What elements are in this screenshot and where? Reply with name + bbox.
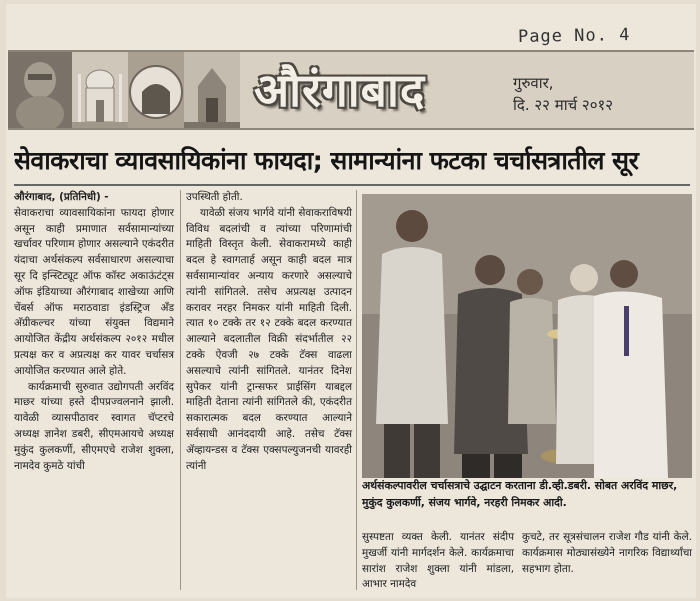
masthead-date <box>513 72 683 116</box>
gate-illustration <box>128 52 184 130</box>
photo-caption: अर्थसंकल्पावरील चर्चासत्राचे उद्घाटन करताना डी.व्ही.डबरी. सोबत अरविंद माछर, मुकुंद कुलकर्णी, संजय भार्गवे, नरहरी निमकर आदी. <box>362 479 678 509</box>
masthead-day: गुरुवार, <box>513 74 554 92</box>
article-bottom-left: सुस्पष्टता व्यक्त केली. यानंतर संदीप मुखर्जी यांनी मार्गदर्शन केले. कार्यक्रमाचा सारांश राजेश शुक्ला यांनी मांडला, आभार नामदेव <box>362 531 514 591</box>
article-column-2 <box>186 190 352 474</box>
article-bottom-right: कुचटे, तर सूत्रसंचालन राजेश गौड यांनी केले. कार्यक्रमास मोठ्यासंख्येने नागरिक विद्यार्थ्यांचा सहभाग होता. <box>522 531 692 575</box>
article-headline: सेवाकराचा व्यावसायिकांना फायदा; सामान्यांना फटका चर्चासत्रातील सूर <box>14 146 639 175</box>
column1-paragraph-1: सेवाकराचा व्यावसायिकांना फायदा होणार असून काही प्रमाणात सर्वसामान्यांच्या खर्चावर परिणाम होणार असल्याने एकंदरीत यंदाचा अर्थसंकल्प सर्वसाधारण असल्याचा सूर दि इन्स्टिट्यूट ऑफ कॉस्ट अकाऊंटंट्स ऑफ इंडियाच्या औरंगाबाद शाखेच्या आणि चेंबर्स ऑफ मराठवाडा इंडस्ट्रिज अँड अ‍ॅग्रीकल्चर यांच्या संयुक्त विद्यमाने आयोजित केंद्रीय अर्थसंकल्प २०१२ मधील प्रत्यक्ष कर व अप्रत्यक्ष कर यावर चर्चासत्र आयोजित करण्यात आले होते. <box>14 206 174 377</box>
masthead <box>8 50 694 130</box>
column-divider <box>180 190 181 590</box>
article-column-1 <box>14 190 174 474</box>
temple-illustration <box>184 52 240 130</box>
column1-paragraph-2: कार्यक्रमाची सुरुवात उद्योगपती अरविंद माछर यांच्या हस्ते दीपप्रज्वलनाने झाली. यावेळी व्यासपीठावर स्वागत चॅप्टरचे अध्यक्ष ज्ञानेश डबरी, सीएमआयचे अध्यक्ष मुकुंद कुलकर्णी, सीएमएचे राजेश शुक्ला, नामदेव कुमठे यांची <box>14 380 174 472</box>
dateline: औरंगाबाद, (प्रतिनिधी) - <box>14 191 109 203</box>
masthead-monument-illustration <box>8 52 240 130</box>
masthead-city-name: औरंगाबाद <box>254 63 426 117</box>
headline-divider <box>14 184 690 186</box>
column-divider <box>356 190 357 590</box>
statue-illustration <box>8 52 72 130</box>
newspaper-clipping <box>6 4 696 598</box>
masthead-full-date: दि. २२ मार्च २०१२ <box>513 96 614 114</box>
handwritten-page-note: Page No. 4 <box>517 25 631 47</box>
column2-paragraph-1: उपस्थिती होती. <box>186 191 243 203</box>
event-photo <box>362 194 692 478</box>
bibi-ka-maqbara-illustration <box>72 52 128 130</box>
column2-paragraph-2: यावेळी संजय भार्गवे यांनी सेवाकराविषयी विविध बदलांची व त्यांच्या परिणामांची माहिती विस्तृत केली. सेवाकरामध्ये काही बदल हे स्वागतार्ह असून काही बदल मात्र सर्वसामान्यांवर अन्याय करणारे असल्याचे त्यांनी सांगितले. तसेच अप्रत्यक्ष उत्पादन करावर नरहर निमकर यांनी माहिती दिली. त्यात १० टक्के तर १२ टक्के बदल करण्यात आल्याने बदलातील विक्री संदर्भातील २२ टक्के ऐवजी २७ टक्के टॅक्स वाढला असल्याचे त्यांनी सांगितले. यानंतर दिनेश सुपेकर यांनी ट्रान्सफर प्राईसिंग याबद्दल माहिती देताना त्यांनी सांगितले की, एकंदरीत सकारात्मक बदल करण्यात आल्याने सर्वसाधी आनंददायी आहे. तसेच टॅक्स ॲव्हायन्डस व टॅक्स एक्सपल्युजनची यावरही त्यांनी <box>186 206 352 472</box>
